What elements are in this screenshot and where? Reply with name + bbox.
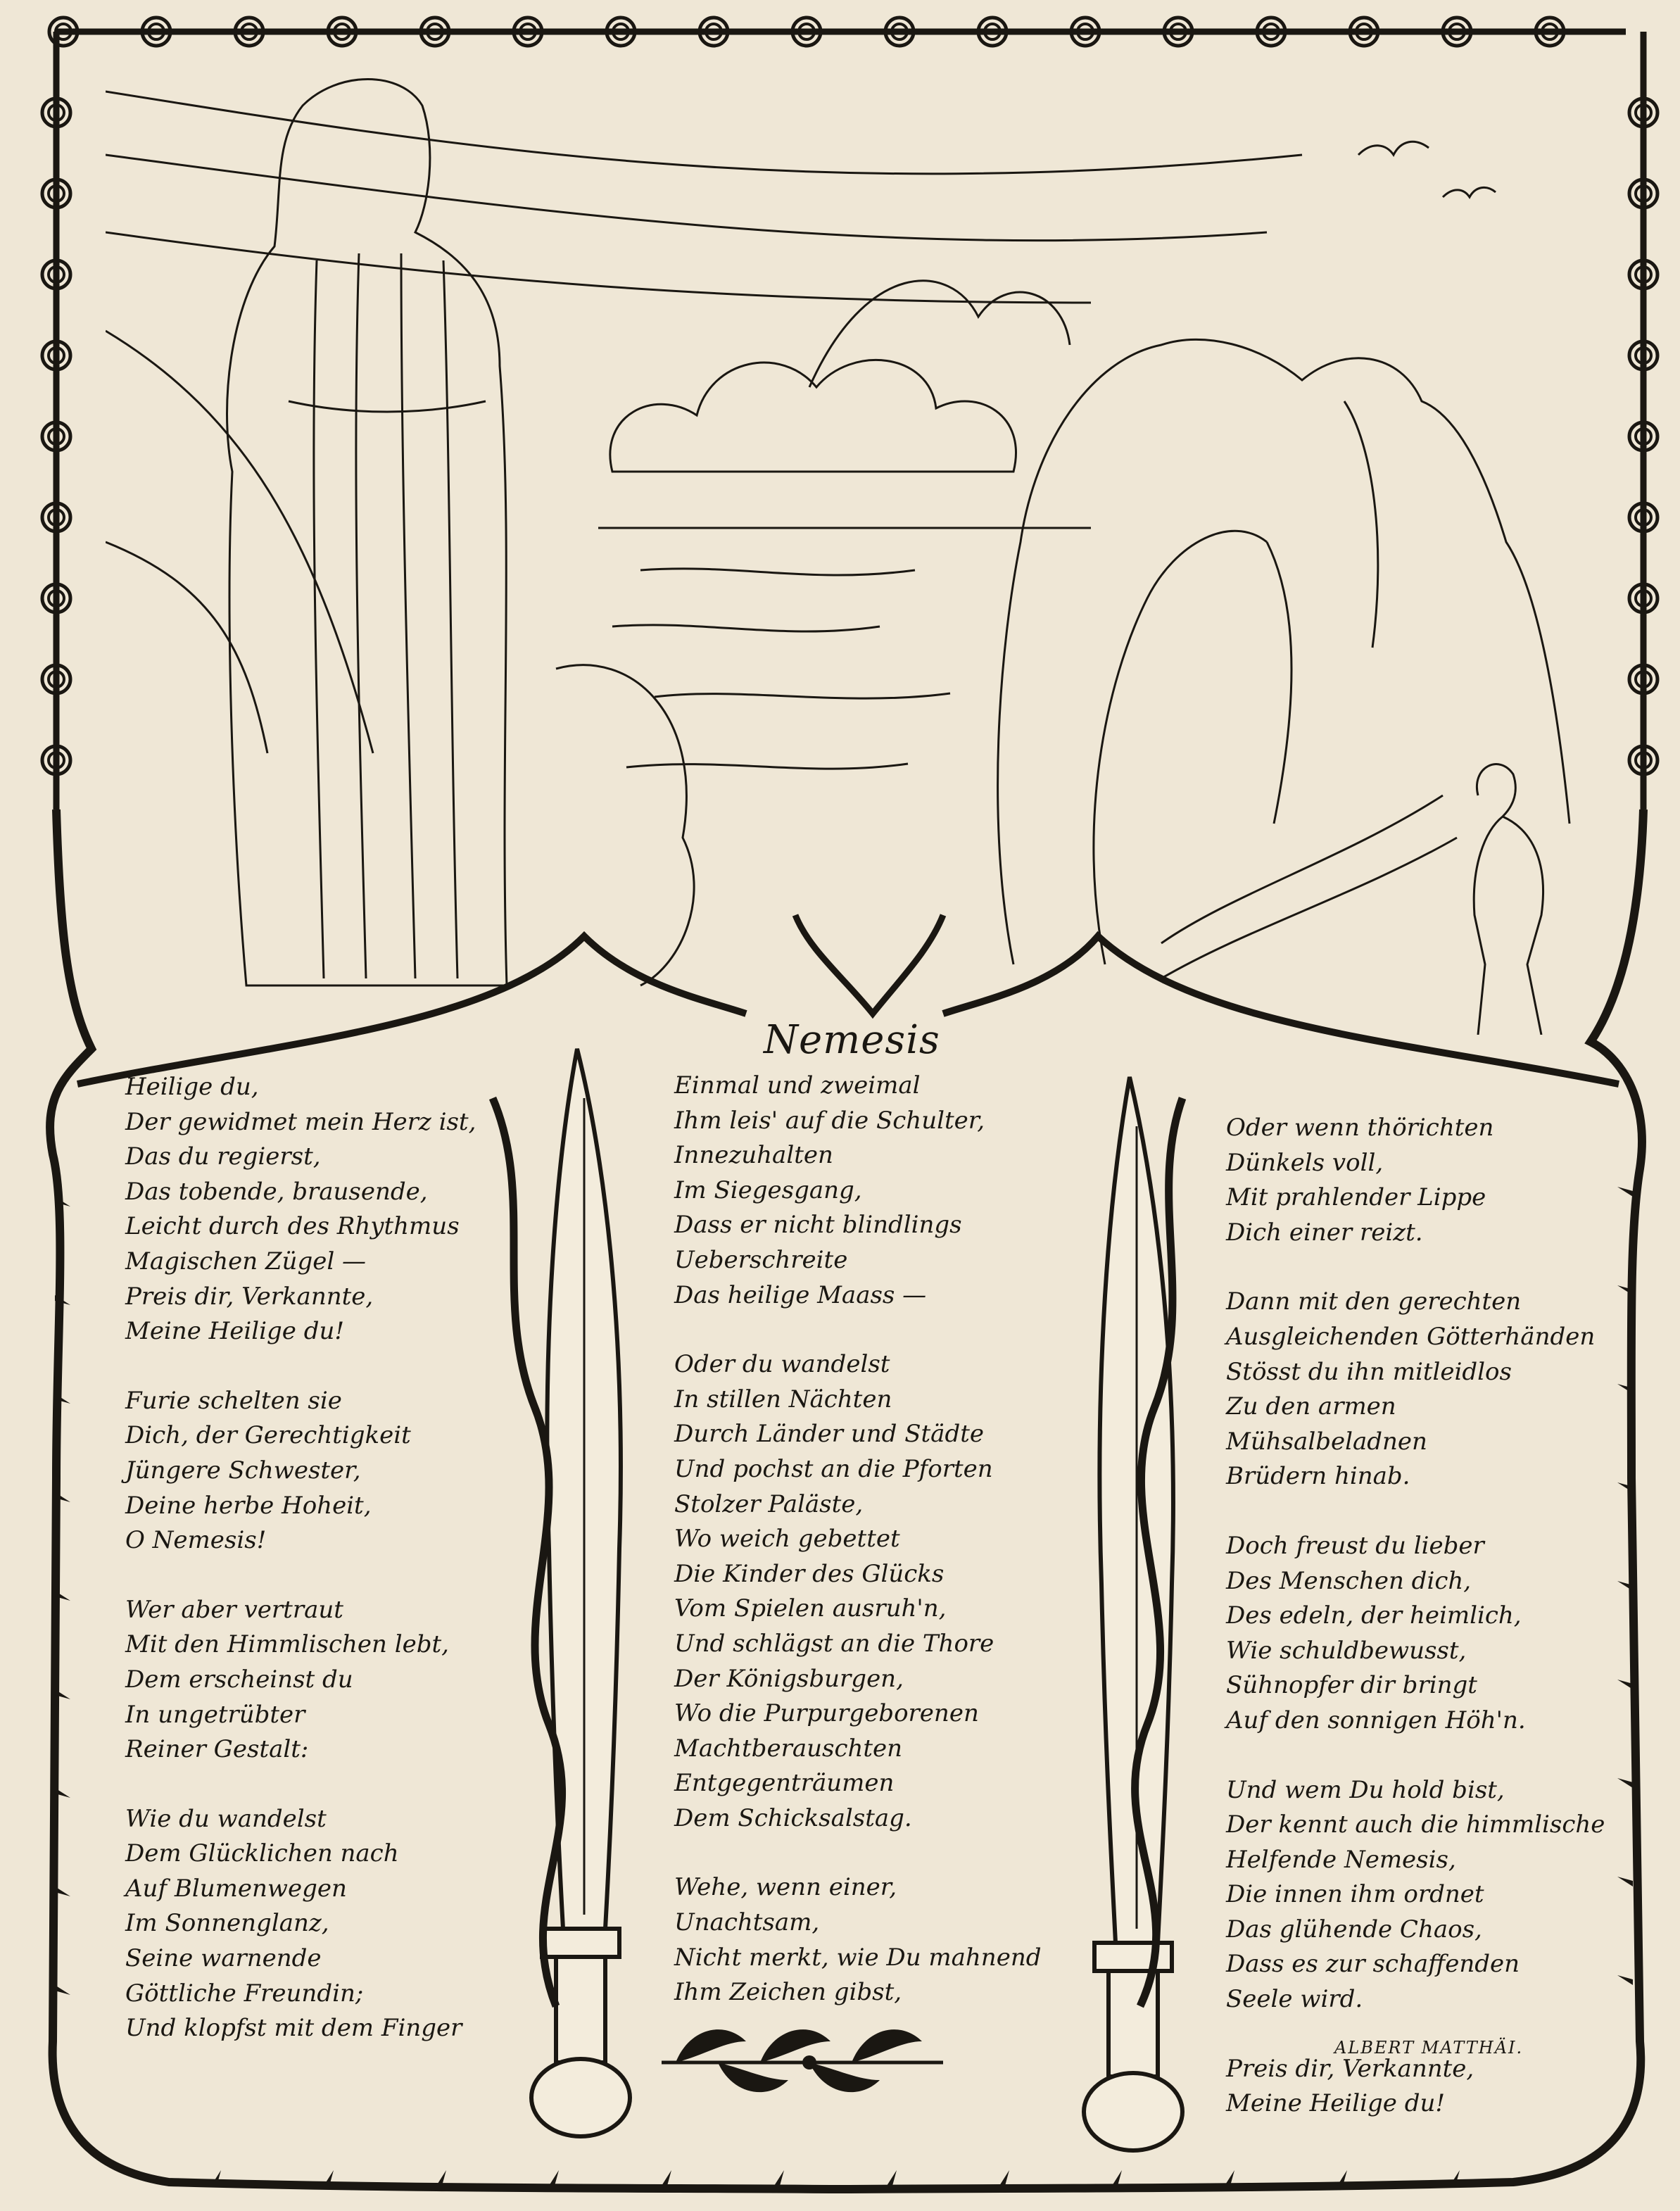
verse-line: Innezuhalten [674,1141,833,1170]
verse-line: Mühsalbeladnen [1226,1427,1427,1456]
verse-line: Das du regierst, [125,1142,321,1171]
verse-line: Der gewidmet mein Herz ist, [125,1107,476,1136]
verse-line: Wer aber vertraut [125,1595,343,1624]
stanza [1226,1285,1605,1494]
verse-line: Die innen ihm ordnet [1226,1880,1484,1909]
verse-line: Stolzer Paläste, [674,1489,864,1518]
verse-line: Ueberschreite [674,1245,848,1274]
verse-line: Unachtsam, [674,1908,820,1937]
verse-line: Furie schelten sie [125,1386,342,1415]
poem-column-middle [674,1069,1042,2045]
verse-line: Und wem Du hold bist, [1226,1775,1505,1804]
verse-line: Der Königsburgen, [674,1664,904,1693]
verse-line: Durch Länder und Städte [674,1420,984,1449]
stanza [674,1870,1042,2010]
verse-line: Das glühende Chaos, [1226,1915,1482,1944]
poem-title: Nemesis [764,1017,940,1063]
verse-line: In stillen Nächten [674,1385,892,1413]
verse-line: Dann mit den gerechten [1226,1287,1522,1316]
verse-line: O Nemesis! [125,1526,267,1555]
verse-line: Im Siegesgang, [674,1176,862,1204]
verse-line: Meine Heilige du! [1226,2089,1446,2118]
verse-line: Leicht durch des Rhythmus [125,1212,460,1241]
right-sword [1084,1077,1182,2150]
left-sword [493,1049,630,2136]
verse-line: Und schlägst an die Thore [674,1629,994,1658]
verse-line: Und klopfst mit dem Finger [125,2014,462,2043]
verse-line: Preis dir, Verkannte, [125,1282,374,1311]
verse-line: Dich einer reizt. [1226,1218,1423,1247]
verse-line: Und pochst an die Pforten [674,1454,993,1483]
verse-line: Wo weich gebettet [674,1525,900,1554]
verse-line: Wie schuldbewusst, [1226,1636,1467,1665]
verse-line: Dem Glücklichen nach [125,1839,399,1868]
verse-line: Einmal und zweimal [674,1071,921,1100]
goddess-figure [227,80,507,986]
verse-line: Ausgleichenden Götterhänden [1226,1322,1596,1351]
verse-line: Mit den Himmlischen lebt, [125,1630,449,1659]
verse-line: Oder du wandelst [674,1350,890,1379]
verse-line: Das heilige Maass — [674,1280,927,1309]
verse-line: Mit prahlender Lippe [1226,1183,1486,1212]
verse-line: Nicht merkt, wie Du mahnend [674,1943,1042,1972]
verse-line: Helfende Nemesis, [1226,1845,1456,1874]
verse-line: Auf den sonnigen Höh'n. [1226,1706,1526,1734]
wanderer-figure [1474,764,1543,1035]
verse-line: Reiner Gestalt: [125,1735,309,1764]
verse-line: Auf Blumenwegen [125,1874,347,1903]
stanza [1226,2052,1605,2122]
verse-line: Dass es zur schaffenden [1226,1950,1520,1979]
scene-illustration [106,49,1619,1035]
verse-line: Göttliche Freundin; [125,1979,364,2008]
verse-line: Heilige du, [125,1073,259,1101]
verse-line: Dünkels voll, [1226,1148,1384,1177]
verse-line: Wie du wandelst [125,1804,327,1833]
stanza [1226,1529,1605,1739]
verse-line: Meine Heilige du! [125,1317,345,1346]
verse-line: Magischen Zügel — [125,1247,367,1275]
stanza [125,1070,476,1349]
verse-line: Jüngere Schwester, [125,1456,361,1485]
verse-line: Deine herbe Hoheit, [125,1491,372,1520]
verse-line: Wehe, wenn einer, [674,1873,897,1902]
verse-line: Entgegenträumen [674,1769,895,1798]
birds [1358,141,1429,155]
verse-line: Vom Spielen ausruh'n, [674,1594,947,1623]
verse-line: Stösst du ihn mitleidlos [1226,1357,1512,1386]
verse-line: Dass er nicht blindlings [674,1211,962,1240]
verse-line: Sühnopfer dir bringt [1226,1671,1477,1700]
stanza [125,1384,476,1558]
verse-line: Dich, der Gerechtigkeit [125,1421,411,1450]
verse-line: Preis dir, Verkannte, [1226,2054,1474,2083]
poem-column-right [1226,1111,1605,2156]
verse-line: Machtberauschten [674,1734,903,1763]
verse-line: Oder wenn thörichten [1226,1114,1494,1142]
verse-line: Wo die Purpurgeborenen [674,1699,979,1728]
stanza [674,1347,1042,1836]
stanza [125,1593,476,1768]
verse-line: Des Menschen dich, [1226,1566,1472,1595]
verse-line: Dem Schicksalstag. [674,1803,912,1832]
verse-line: Das tobende, brausende, [125,1177,428,1206]
verse-line: Dem erscheinst du [125,1665,353,1694]
stanza [674,1069,1042,1313]
verse-line: Der kennt auch die himmlische [1226,1810,1605,1839]
verse-line: In ungetrübter [125,1700,305,1729]
verse-line: Doch freust du lieber [1226,1531,1484,1560]
verse-line: Ihm leis' auf die Schulter, [674,1106,985,1135]
verse-line: Brüdern hinab. [1226,1462,1410,1491]
author-signature: ALBERT MATTHÄI. [1334,2038,1524,2058]
poem-column-left [125,1070,476,2081]
stanza [1226,1111,1605,1250]
verse-line: Die Kinder des Glücks [674,1559,945,1588]
verse-line: Seele wird. [1226,1985,1363,2014]
rocky-cliffs [998,339,1570,964]
verse-line: Im Sonnenglanz, [125,1909,329,1938]
clouds [610,360,1016,472]
verse-line: Seine warnende [125,1944,322,1973]
stanza [125,1802,476,2046]
verse-line: Des edeln, der heimlich, [1226,1601,1522,1630]
verse-line: Zu den armen [1226,1392,1396,1421]
stanza [1226,1773,1605,2017]
verse-line: Ihm Zeichen gibst, [674,1978,902,2007]
